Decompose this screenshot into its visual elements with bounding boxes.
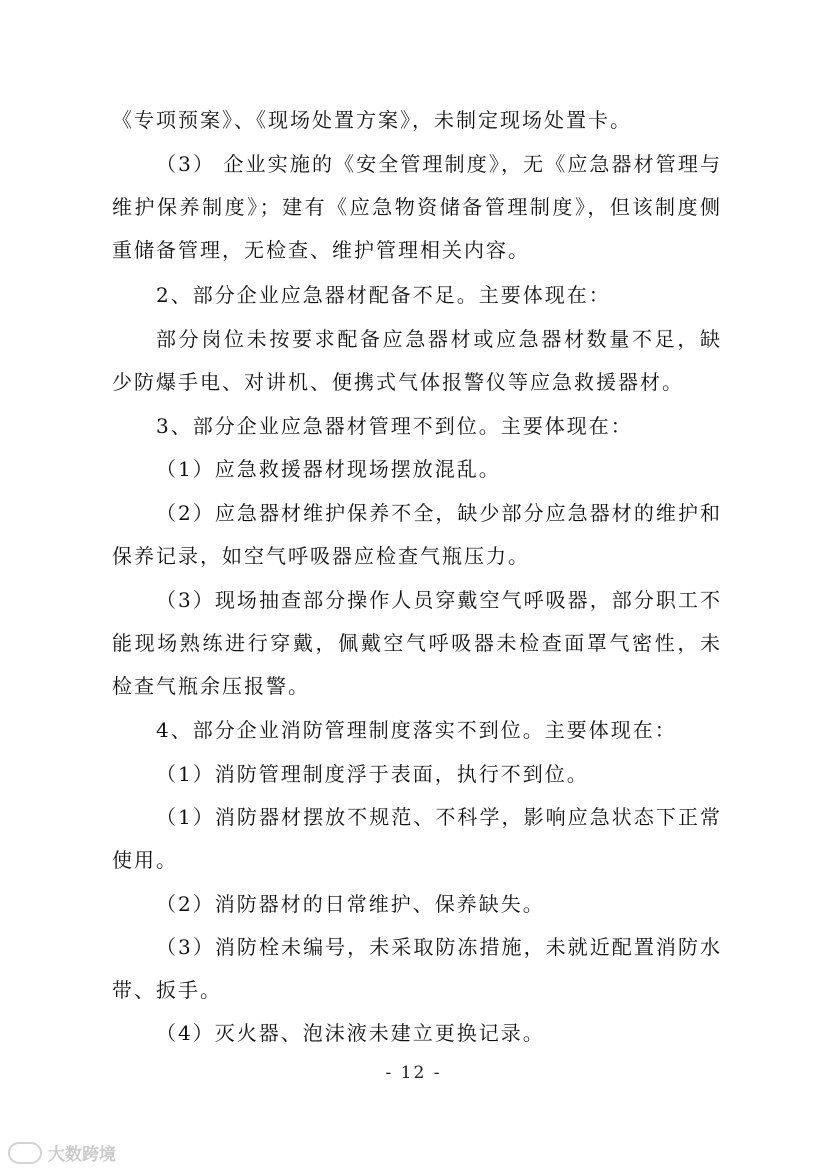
paragraph-2: （3） 企业实施的《安全管理制度》，无《应急器材管理与维护保养制度》；建有《应急物资储备管理制度》，但该制度侧重储备管理，无检查、维护管理相关内容。: [112, 152, 722, 262]
paragraph-13: （3）消防栓未编号，未采取防冻措施，未就近配置消防水带、扳手。: [112, 935, 722, 1002]
paragraph-9: 4、部分企业消防管理制度落实不到位。主要体现在：: [156, 718, 677, 742]
brand-logo-icon: [8, 1142, 42, 1164]
paragraph-1: 《专项预案》、《现场处置方案》，未制定现场处置卡。: [112, 108, 632, 132]
watermark-text: 大数跨境: [48, 1145, 116, 1165]
paragraph-8: （3）现场抽查部分操作人员穿戴空气呼吸器，部分职工不能现场熟练进行穿戴，佩戴空气呼吸器未检查面罩气密性，未检查气瓶余压报警。: [112, 588, 722, 698]
paragraph-7: （2）应急器材维护保养不全，缺少部分应急器材的维护和保养记录，如空气呼吸器应检查气瓶压力。: [112, 501, 722, 568]
paragraph-5: 3、部分企业应急器材管理不到位。主要体现在：: [156, 414, 633, 438]
page-number: - 12 -: [385, 1063, 442, 1083]
paragraph-12: （2）消防器材的日常维护、保养缺失。: [156, 892, 545, 916]
paragraph-11: （1）消防器材摆放不规范、不科学，影响应急状态下正常使用。: [112, 805, 722, 872]
paragraph-4: 部分岗位未按要求配备应急器材或应急器材数量不足，缺少防爆手电、对讲机、便携式气体报警仪等应急救援器材。: [112, 327, 722, 394]
watermark: [8, 1140, 116, 1165]
paragraph-10: （1）消防管理制度浮于表面，执行不到位。: [156, 762, 589, 786]
paragraph-6: （1）应急救援器材现场摆放混乱。: [156, 457, 501, 481]
paragraph-3: 2、部分企业应急器材配备不足。主要体现在：: [156, 283, 611, 307]
paragraph-14: （4）灭火器、泡沫液未建立更换记录。: [156, 1021, 545, 1045]
